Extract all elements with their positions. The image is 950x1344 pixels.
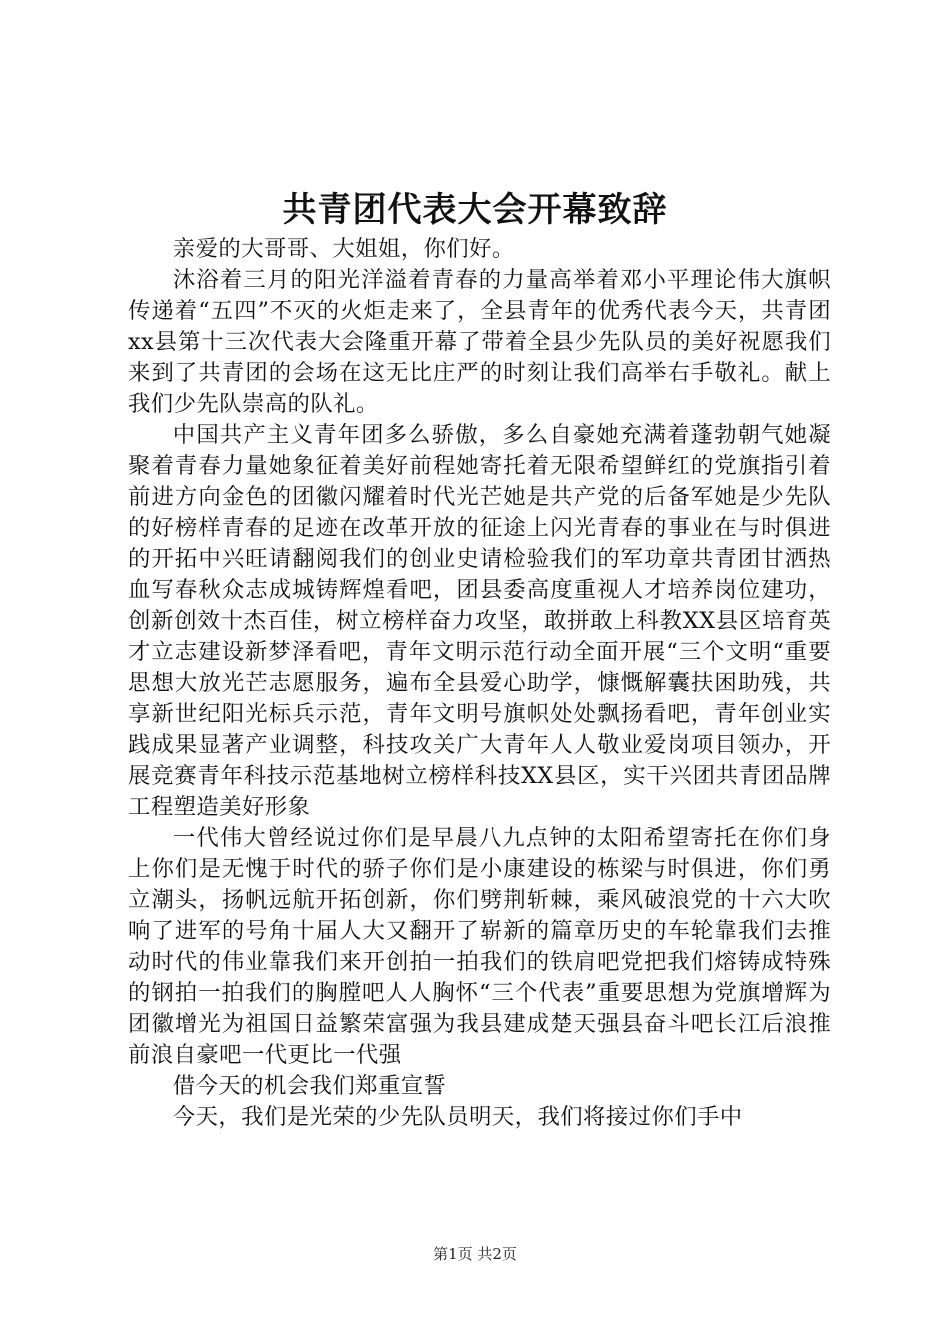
page-number-footer: 第1页 共2页 bbox=[433, 1245, 517, 1263]
body-paragraph: 沐浴着三月的阳光洋溢着青春的力量高举着邓小平理论伟大旗帜传递着“五四”不灭的火炬走来了，全县青年的优秀代表今天，共青团xx县第十三次代表大会隆重开幕了带着全县少先队员的美好祝愿我们来到了共青团的会场在这无比庄严的时刻让我们高举右手敬礼。献上我们少先队崇高的队礼。 bbox=[128, 267, 831, 417]
greeting-paragraph: 亲爱的大哥哥、大姐姐，你们好。 bbox=[172, 236, 515, 262]
body-paragraph: 借今天的机会我们郑重宣誓 bbox=[172, 1073, 447, 1099]
document-body bbox=[128, 234, 831, 1133]
body-paragraph: 一代伟大曾经说过你们是早晨八九点钟的太阳希望寄托在你们身上你们是无愧于时代的骄子你们是小康建设的栋梁与时俱进，你们勇立潮头，扬帆远航开拓创新，你们劈荆斩棘，乘风破浪党的十六大吹响了进军的号角十届人大又翻开了崭新的篇章历史的车轮靠我们去推动时代的伟业靠我们来开创拍一拍我们的铁肩吧党把我们熔铸成特殊的钢拍一拍我们的胸膛吧人人胸怀“三个代表”重要思想为党旗增辉为团徽增光为祖国日益繁荣富强为我县建成楚天强县奋斗吧长江后浪推前浪自豪吧一代更比一代强 bbox=[128, 825, 831, 1068]
body-paragraph: 中国共产主义青年团多么骄傲，多么自豪她充满着蓬勃朝气她凝聚着青春力量她象征着美好前程她寄托着无限希望鲜红的党旗指引着前进方向金色的团徽闪耀着时代光芒她是共产党的后备军她是少先队的好榜样青春的足迹在改革开放的征途上闪光青春的事业在与时俱进的开拓中兴旺请翻阅我们的创业史请检验我们的军功章共青团甘洒热血写春秋众志成城铸辉煌看吧，团县委高度重视人才培养岗位建功，创新创效十杰百佳，树立榜样奋力攻坚，敢拼敢上科教XX县区培育英才立志建设新梦泽看吧，青年文明示范行动全面开展“三个文明“重要思想大放光芒志愿服务，遍布全县爱心助学，慷慨解囊扶困助残，共享新世纪阳光标兵示范，青年文明号旗帜处处飘扬看吧，青年创业实践成果显著产业调整，科技攻关广大青年人人敬业爱岗项目领办，开展竞赛青年科技示范基地树立榜样科技XX县区，实干兴团共青团品牌工程塑造美好形象 bbox=[128, 422, 831, 820]
document-title: 共青团代表大会开幕致辞 bbox=[282, 190, 668, 230]
body-paragraph: 今天，我们是光荣的少先队员明天，我们将接过你们手中 bbox=[172, 1104, 743, 1130]
